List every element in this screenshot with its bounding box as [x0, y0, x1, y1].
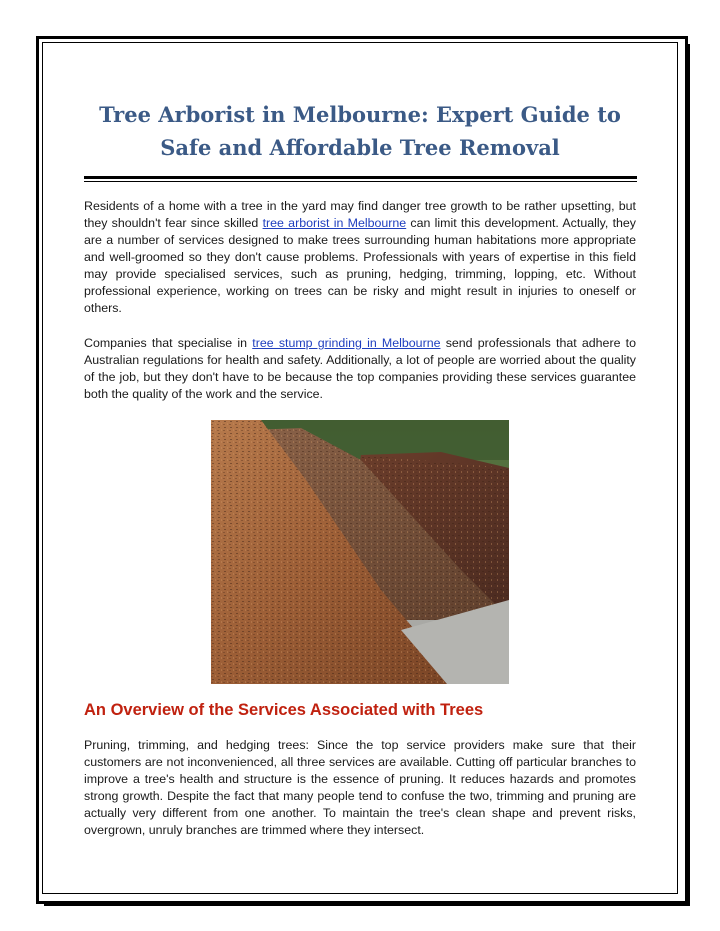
mulch-piles-photo — [211, 420, 509, 684]
paragraph-intro-text-start: Residents of a home with a tree in the yard may find danger tree growth to be rather upsetting, but they shouldn't fear since skilled — [84, 199, 636, 230]
title-divider-thick — [84, 176, 637, 179]
paragraph-intro — [84, 198, 636, 317]
link-tree-stump-grinding-melbourne[interactable]: tree stump grinding in Melbourne — [252, 336, 441, 350]
title-divider-thin — [84, 181, 637, 182]
document-title: Tree Arborist in Melbourne: Expert Guide to Safe and Affordable Tree Removal — [99, 102, 621, 160]
paragraph-companies-text-start: Companies that specialise in — [84, 336, 253, 350]
paragraph-companies — [84, 335, 636, 403]
link-tree-arborist-melbourne[interactable]: tree arborist in Melbourne — [262, 216, 407, 230]
paragraph-pruning: Pruning, trimming, and hedging trees: Since the top service providers make sure that their customers are not inconvenienced, all three services are available. Cutting off particular branches to improve a tree's health and structure is the essence of pruning. It reduces hazards and promotes strong growth. Despite the fact that many people tend to confuse the two, trimming and pruning are actually very different from one another. To maintain the tree's clean shape and prevent risks, overgrown, unruly branches are trimmed where they intersect. — [84, 738, 636, 837]
paragraph-companies-text-end: send professionals that adhere to Australian regulations for health and safety. Additionally, a lot of people are worried about the quality of the job, but they don't have to be because the top companies providing these services guarantee both the quality of the work and the service. — [84, 336, 637, 401]
paragraph-intro-text-end: can limit this development. Actually, they are a number of services designed to make trees surrounding human habitations more appropriate and well-groomed so they don't cause problems. Professionals with years of expertise in this field may provide specialised services, such as pruning, hedging, trimming, lopping, etc. Without professional experience, working on trees can be risky and might result in injuries to oneself or others. — [84, 216, 636, 315]
section-heading-overview: An Overview of the Services Associated with Trees — [84, 701, 484, 719]
